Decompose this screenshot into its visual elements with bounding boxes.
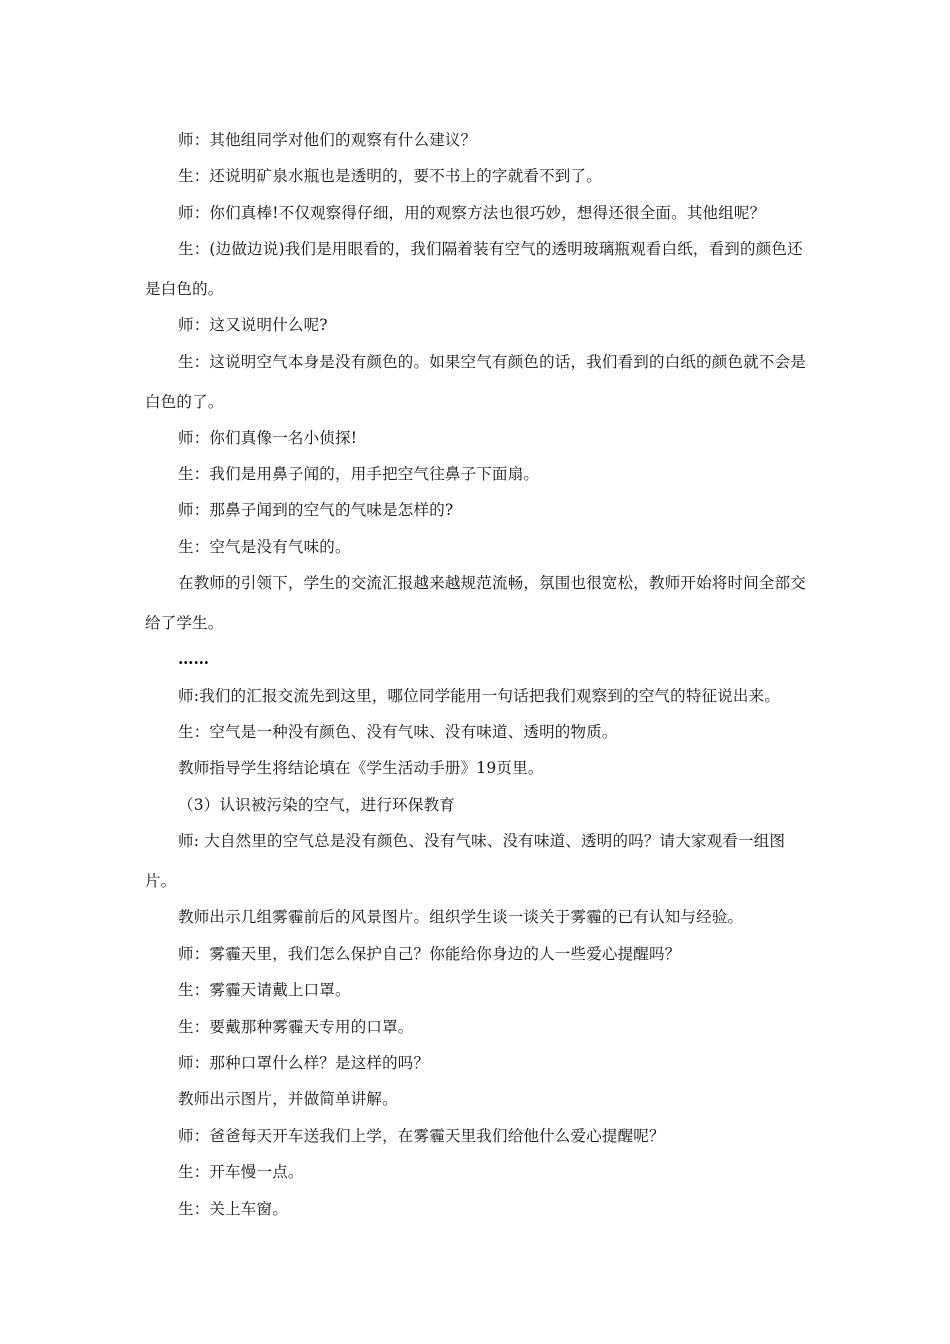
paragraph: 生：空气是一种没有颜色、没有气味、没有味道、透明的物质。	[178, 723, 618, 742]
paragraph: 师：那鼻子闻到的空气的气味是怎样的?	[178, 501, 454, 520]
paragraph: 师：这又说明什么呢?	[178, 316, 328, 335]
paragraph: 师：爸爸每天开车送我们上学，在雾霾天里我们给他什么爱心提醒呢？	[178, 1126, 665, 1145]
paragraph: 师：那种口罩什么样？是这样的吗？	[178, 1053, 430, 1072]
paragraph: 教师出示图片，并做简单讲解。	[178, 1090, 398, 1109]
paragraph: 生：空气是没有气味的。	[178, 537, 351, 556]
section-heading: （3）认识被污染的空气，进行环保教育	[178, 795, 455, 814]
paragraph: 生：开车慢一点。	[178, 1163, 304, 1182]
document-body	[145, 122, 815, 1227]
paragraph: 生：雾霾天请戴上口罩。	[178, 981, 351, 1000]
paragraph: 师：你们真像一名小侦探!	[178, 428, 358, 447]
paragraph: 师: 大自然里的空气总是没有颜色、没有气味、没有味道、透明的吗？请大家观看一组图片。	[145, 832, 786, 891]
paragraph: 生：要戴那种雾霾天专用的口罩。	[178, 1017, 414, 1036]
paragraph: 师：其他组同学对他们的观察有什么建议？	[178, 131, 477, 149]
paragraph: 师：雾霾天里，我们怎么保护自己？你能给你身边的人一些爱心提醒吗？	[178, 944, 681, 963]
paragraph: 师:我们的汇报交流先到这里，哪位同学能用一句话把我们观察到的空气的特征说出来。	[178, 686, 781, 705]
paragraph: 生：我们是用鼻子闻的，用手把空气往鼻子下面扇。	[178, 465, 540, 484]
paragraph: 生：这说明空气本身是没有颜色的。如果空气有颜色的话，我们看到的白纸的颜色就不会是白色的了。	[145, 352, 807, 411]
paragraph: 教师指导学生将结论填在《学生活动手册》19页里。	[178, 759, 544, 778]
paragraph: 生：还说明矿泉水瓶也是透明的，要不书上的字就看不到了。	[178, 167, 602, 186]
ellipsis-paragraph: ……	[178, 649, 209, 669]
paragraph: 生：关上车窗。	[178, 1199, 288, 1218]
paragraph: 在教师的引领下，学生的交流汇报越来越规范流畅，氛围也很宽松，教师开始将时间全部交给了学生。	[145, 574, 807, 633]
paragraph: 师：你们真棒!不仅观察得仔细，用的观察方法也很巧妙，想得还很全面。其他组呢？	[178, 203, 766, 222]
paragraph: 教师出示几组雾霾前后的风景图片。组织学生谈一谈关于雾霾的已有认知与经验。	[178, 908, 744, 927]
paragraph: 生：(边做边说)我们是用眼看的，我们隔着装有空气的透明玻璃瓶观看白纸，看到的颜色还是白色的。	[145, 240, 803, 299]
